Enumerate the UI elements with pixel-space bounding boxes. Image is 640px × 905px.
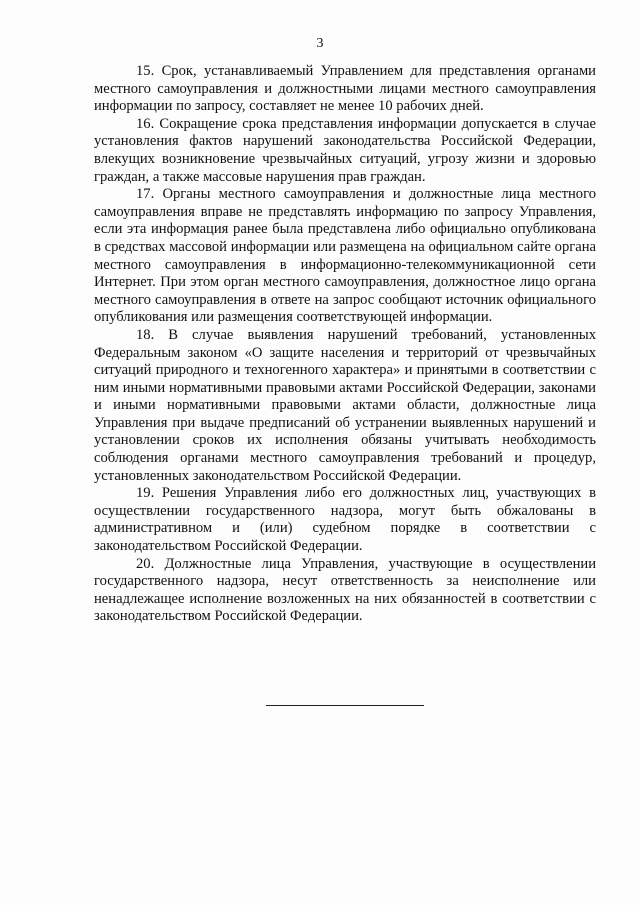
paragraph-19: 19. Решения Управления либо его должностных лиц, участвующих в осуществлении государственного надзора, могут быть обжалованы в административном и (или) судебном порядке в соответствии с законодательством Российской Федерации. — [94, 485, 596, 555]
paragraph-15: 15. Срок, устанавливаемый Управлением для представления органами местного самоуправления и должностными лицами местного самоуправления информации по запросу, составляет не менее 10 рабочих дней. — [94, 63, 596, 115]
closing-rule — [266, 705, 424, 706]
document-body — [94, 63, 596, 626]
paragraph-18: 18. В случае выявления нарушений требований, установленных Федеральным законом «О защите населения и территорий от чрезвычайных ситуаций природного и техногенного характера» и принятыми в соответствии с ним иными нормативными правовыми актами Российской Федерации, законами и иными нормативными правовыми актами области, должностные лица Управления при выдаче предписаний об устранении выявленных нарушений и установлении сроков их исполнения обязаны учитывать необходимость соблюдения органами местного самоуправления требований и процедур, установленных законодательством Российской Федерации. — [94, 326, 596, 484]
paragraph-20: 20. Должностные лица Управления, участвующие в осуществлении государственного надзора, несут ответственность за неисполнение или ненадлежащее исполнение возложенных на них обязанностей в соответствии с законодательством Российской Федерации. — [94, 555, 596, 625]
paragraph-17: 17. Органы местного самоуправления и должностные лица местного самоуправления вправе не представлять информацию по запросу Управления, если эта информация ранее была представлена либо официально опубликована в средствах массовой информации или размещена на официальном сайте органа местного самоуправления в информационно-телекоммуникационной сети Интернет. При этом орган местного самоуправления, должностное лицо органа местного самоуправления в ответе на запрос сообщают источник официального опубликования или размещения соответствующей информации. — [94, 186, 596, 326]
page-number: 3 — [316, 36, 324, 51]
paragraph-16: 16. Сокращение срока представления информации допускается в случае установления фактов нарушений законодательства Российской Федерации, влекущих возникновение чрезвычайных ситуаций, угрозу жизни и здоровью граждан, а также массовые нарушения прав граждан. — [94, 115, 596, 185]
